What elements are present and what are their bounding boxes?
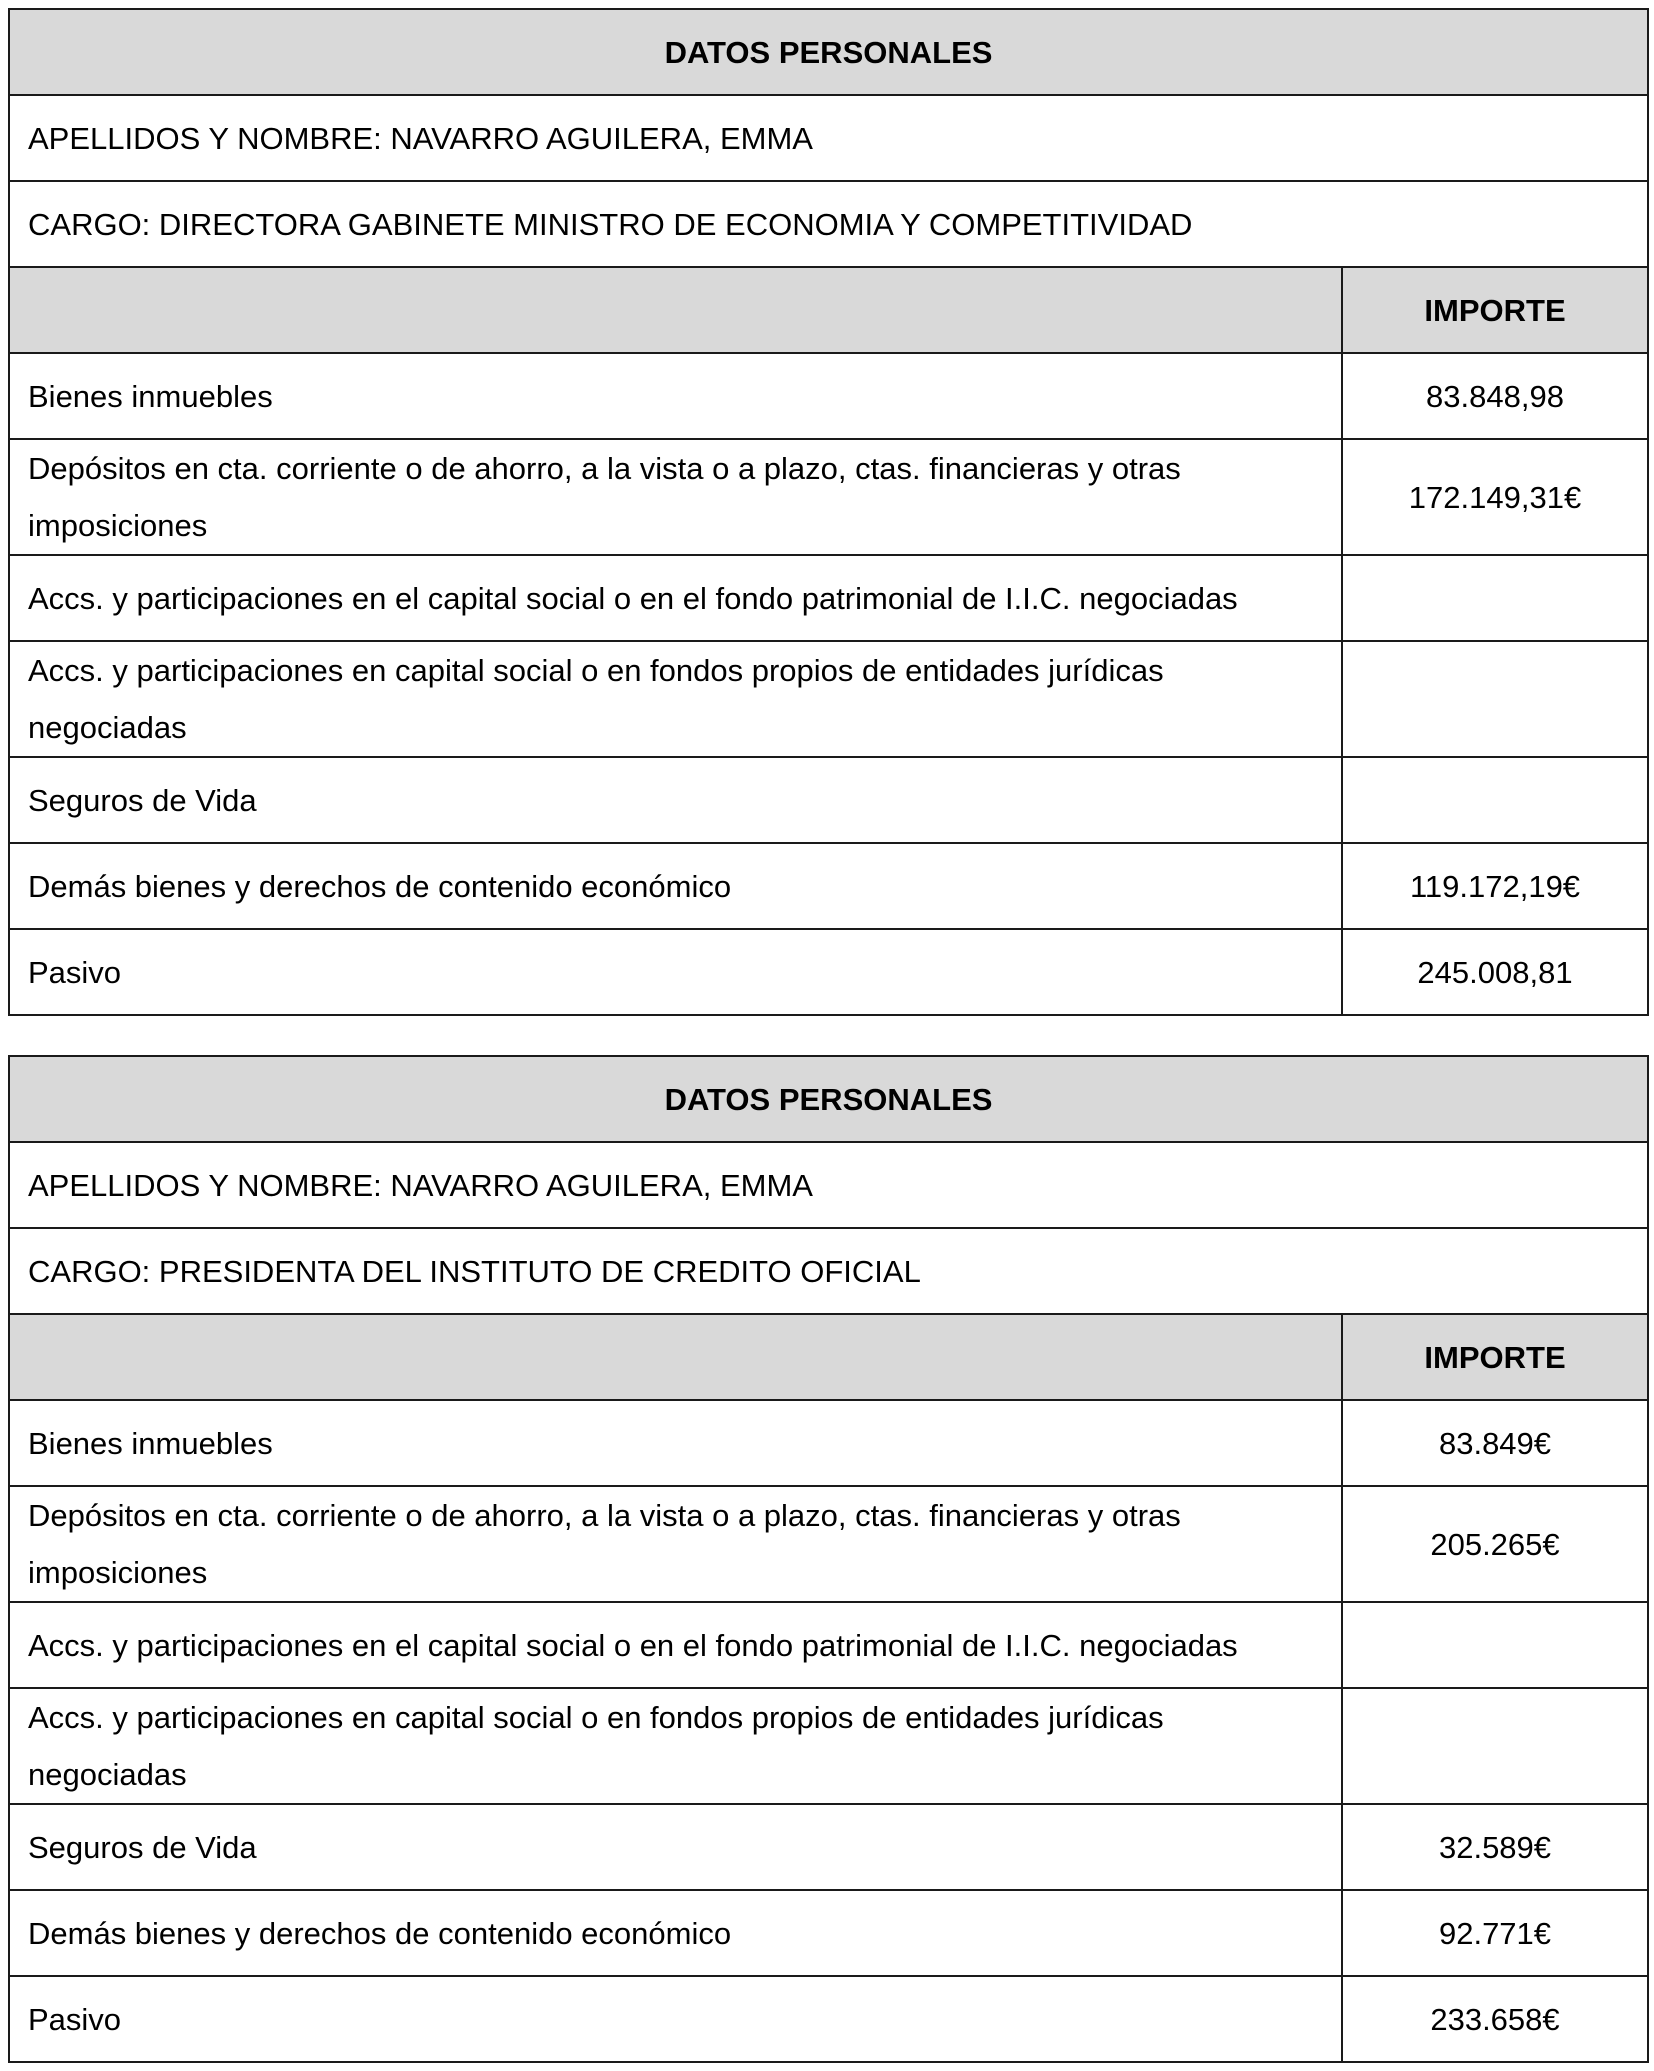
row-value: 92.771€ <box>1342 1890 1648 1976</box>
row-label: Accs. y participaciones en el capital social o en el fondo patrimonial de I.I.C. negociadas <box>9 555 1342 641</box>
section-title: DATOS PERSONALES <box>9 1056 1648 1142</box>
row-label: Accs. y participaciones en capital social o en fondos propios de entidades jurídicas negociadas <box>9 1688 1342 1804</box>
row-value: 32.589€ <box>1342 1804 1648 1890</box>
cargo-line: CARGO: PRESIDENTA DEL INSTITUTO DE CREDITO OFICIAL <box>9 1228 1648 1314</box>
row-value: 119.172,19€ <box>1342 843 1648 929</box>
row-label: Accs. y participaciones en capital social o en fondos propios de entidades jurídicas negociadas <box>9 641 1342 757</box>
row-value: 83.848,98 <box>1342 353 1648 439</box>
row-value: 245.008,81 <box>1342 929 1648 1015</box>
table-row <box>9 1400 1648 1486</box>
declaration-table <box>8 1055 1649 2063</box>
row-label: Bienes inmuebles <box>9 353 1342 439</box>
row-label: Pasivo <box>9 929 1342 1015</box>
row-label: Demás bienes y derechos de contenido económico <box>9 1890 1342 1976</box>
header-blank-cell <box>9 267 1342 353</box>
table-row <box>9 641 1648 757</box>
table-row <box>9 439 1648 555</box>
table-row <box>9 1486 1648 1602</box>
table-row <box>9 555 1648 641</box>
name-line: APELLIDOS Y NOMBRE: NAVARRO AGUILERA, EMMA <box>9 1142 1648 1228</box>
row-value <box>1342 555 1648 641</box>
row-value <box>1342 1602 1648 1688</box>
row-label: Seguros de Vida <box>9 1804 1342 1890</box>
table-row <box>9 1602 1648 1688</box>
row-label: Accs. y participaciones en el capital social o en el fondo patrimonial de I.I.C. negociadas <box>9 1602 1342 1688</box>
row-label: Pasivo <box>9 1976 1342 2062</box>
row-label: Demás bienes y derechos de contenido económico <box>9 843 1342 929</box>
table-row <box>9 757 1648 843</box>
row-label: Seguros de Vida <box>9 757 1342 843</box>
table-row <box>9 1976 1648 2062</box>
table-row <box>9 929 1648 1015</box>
cargo-line: CARGO: DIRECTORA GABINETE MINISTRO DE ECONOMIA Y COMPETITIVIDAD <box>9 181 1648 267</box>
importe-header: IMPORTE <box>1342 267 1648 353</box>
declaration-table <box>8 8 1649 1016</box>
importe-header: IMPORTE <box>1342 1314 1648 1400</box>
row-value <box>1342 641 1648 757</box>
row-value: 205.265€ <box>1342 1486 1648 1602</box>
table-row <box>9 353 1648 439</box>
row-label: Depósitos en cta. corriente o de ahorro, a la vista o a plazo, ctas. financieras y otras imposiciones <box>9 1486 1342 1602</box>
row-value <box>1342 757 1648 843</box>
table-row <box>9 1804 1648 1890</box>
header-blank-cell <box>9 1314 1342 1400</box>
row-label: Depósitos en cta. corriente o de ahorro, a la vista o a plazo, ctas. financieras y otras imposiciones <box>9 439 1342 555</box>
row-value <box>1342 1688 1648 1804</box>
row-value: 172.149,31€ <box>1342 439 1648 555</box>
row-value: 233.658€ <box>1342 1976 1648 2062</box>
table-row <box>9 843 1648 929</box>
name-line: APELLIDOS Y NOMBRE: NAVARRO AGUILERA, EMMA <box>9 95 1648 181</box>
table-row <box>9 1890 1648 1976</box>
table-row <box>9 1688 1648 1804</box>
row-value: 83.849€ <box>1342 1400 1648 1486</box>
section-title: DATOS PERSONALES <box>9 9 1648 95</box>
row-label: Bienes inmuebles <box>9 1400 1342 1486</box>
